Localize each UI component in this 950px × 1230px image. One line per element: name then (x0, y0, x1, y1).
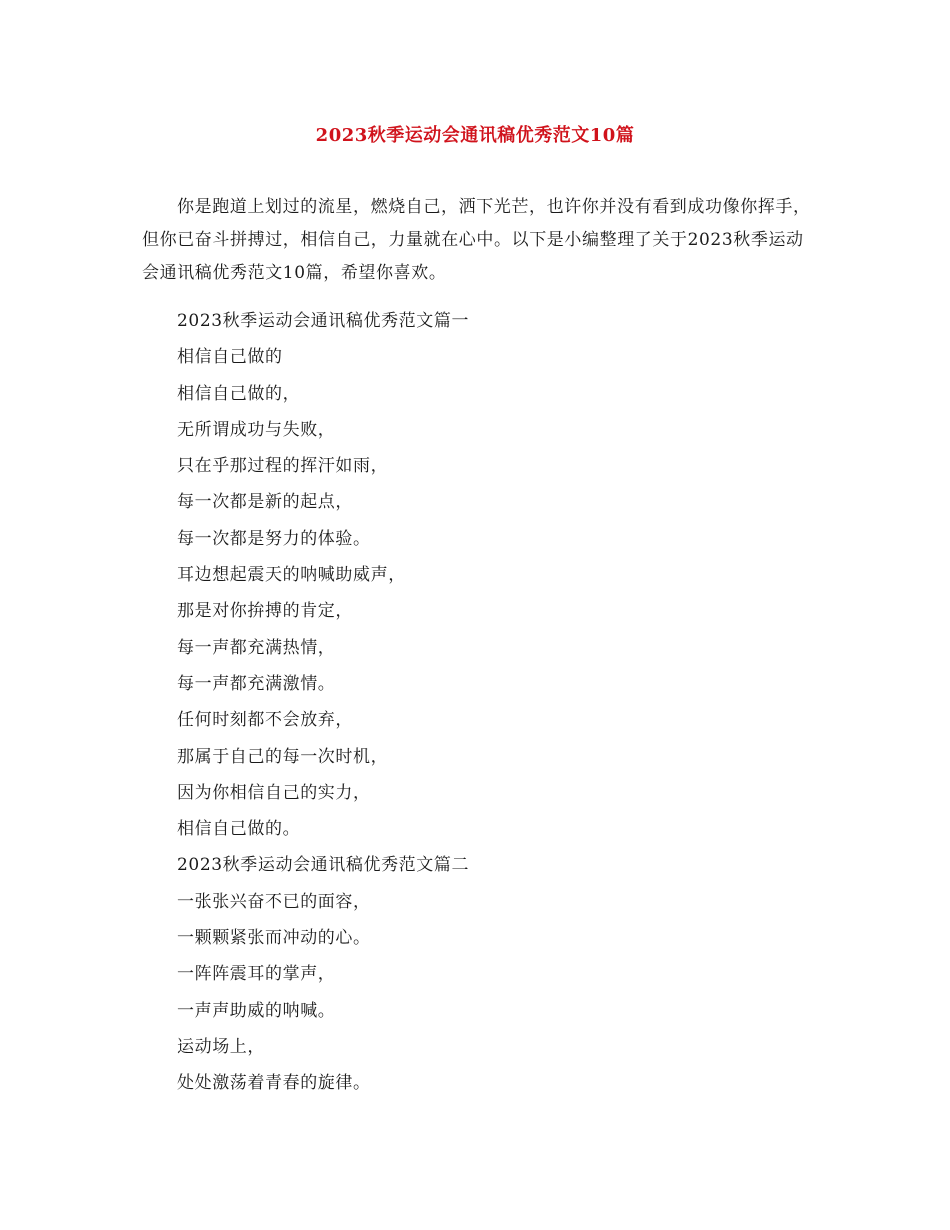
line-item: 每一次都是新的起点， (177, 492, 353, 513)
line-item: 耳边想起震天的呐喊助威声， (177, 565, 406, 586)
line-item: 那属于自己的每一次时机， (177, 746, 389, 767)
line-item: 一张张兴奋不已的面容， (177, 891, 371, 912)
line-item: 相信自己做的， (177, 383, 301, 404)
line-item: 相信自己做的 (177, 347, 283, 368)
line-item: 处处激荡着青春的旋律。 (177, 1073, 371, 1094)
line-item: 2023秋季运动会通讯稿优秀范文篇二 (177, 855, 470, 876)
line-item: 一阵阵震耳的掌声， (177, 964, 336, 985)
line-item: 无所谓成功与失败， (177, 419, 336, 440)
line-item: 2023秋季运动会通讯稿优秀范文篇一 (177, 311, 470, 331)
line-item: 每一次都是努力的体验。 (177, 528, 371, 549)
poem-lines (177, 303, 797, 1102)
intro-paragraph: 你是跑道上划过的流星，燃烧自己，洒下光芒，也许你并没有看到成功像你挥手，但你已奋斗拼搏过，相信自己，力量就在心中。以下是小编整理了关于2023秋季运动会通讯稿优秀范文10篇，希望你喜欢。 (142, 197, 811, 283)
line-item: 任何时刻都不会放弃， (177, 710, 353, 731)
line-item: 运动场上， (177, 1036, 265, 1057)
line-item: 那是对你拚搏的肯定， (177, 601, 353, 622)
line-item: 每一声都充满激情。 (177, 673, 336, 694)
document-title: 2023秋季运动会通讯稿优秀范文10篇 (315, 125, 635, 146)
line-item: 一声声助威的呐喊。 (177, 1000, 336, 1021)
line-item: 相信自己做的。 (177, 819, 301, 840)
line-item: 一颗颗紧张而冲动的心。 (177, 928, 371, 949)
line-item: 每一声都充满热情， (177, 637, 336, 658)
line-item: 因为你相信自己的实力， (177, 782, 371, 803)
line-item: 只在乎那过程的挥汗如雨， (177, 456, 389, 477)
